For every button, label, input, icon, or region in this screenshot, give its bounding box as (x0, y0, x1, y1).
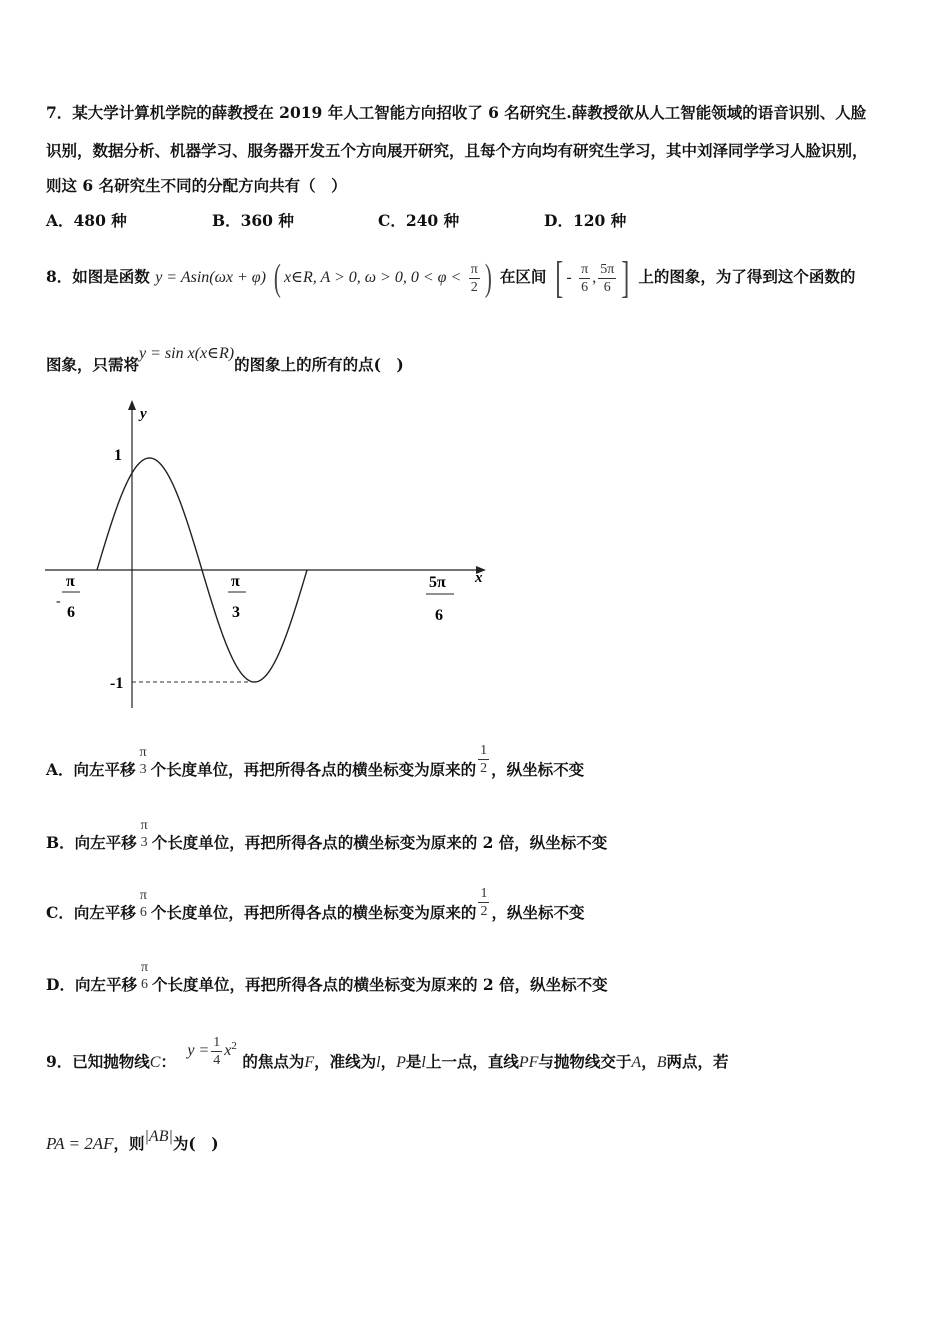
y-axis-label: y (140, 406, 147, 422)
q9-line2-t2: 为( ) (172, 1134, 219, 1153)
q9-t3: ， (380, 1052, 397, 1072)
tick-left (56, 573, 80, 621)
q9-t6: 与抛物线交于 (538, 1052, 632, 1072)
q7-options (46, 211, 626, 231)
q9-line2-t1: ，则 (113, 1134, 145, 1153)
q9-eq-frac (211, 1034, 222, 1069)
q9-eq-num: 1 (213, 1034, 221, 1050)
q8-option-c-num: π (139, 888, 147, 903)
q8-option-b-den: 3 (140, 835, 148, 850)
q7-option-d[interactable]: D．120 种 (544, 211, 627, 230)
q7-line-3: 则这 6 名研究生不同的分配方向共有（ ） (46, 176, 347, 195)
q7-option-c[interactable]: C．240 种 (378, 211, 460, 230)
q7-line-2: 识别，数据分析、机器学习、服务器开发五个方向展开研究，且每个方向均有研究生学习，其中刘泽同学学习人脸识别， (46, 141, 868, 160)
q9-eq-y: y = (187, 1042, 210, 1060)
q8-bracket-open: [ (555, 253, 564, 302)
q8-line2-suffix: 的图象上的所有的点( ) (234, 355, 404, 374)
q8-option-b-num: π (140, 818, 148, 833)
tick-left-den: 6 (67, 604, 75, 621)
q9-prefix: 9．已知抛物线 (46, 1052, 150, 1072)
q8-option-d-shift (139, 959, 150, 993)
q8-option-a-label: A．向左平移 (46, 760, 136, 779)
q8-option-d-mid: 个长度单位，再把所得各点的横坐标变为原来的 2 倍，纵坐标不变 (152, 975, 608, 994)
q8-option-c-den: 6 (139, 905, 147, 920)
q8-option-b[interactable] (46, 815, 607, 859)
q9-equation (187, 1034, 237, 1068)
q9-line2-abs: |AB| (144, 1128, 173, 1145)
y-tick-neg-one: -1 (110, 675, 124, 692)
q8-int-left-sign: - (566, 269, 572, 286)
tick-left-sign: - (56, 594, 61, 609)
x-axis-label: x (475, 570, 483, 586)
q8-cond-den: 2 (470, 279, 478, 295)
q8-option-b-mid: 个长度单位，再把所得各点的横坐标变为原来的 2 倍，纵坐标不变 (151, 833, 608, 852)
tick-left-num: π (66, 573, 75, 590)
q8-option-c-ratio-num: 1 (480, 885, 488, 901)
tick-mid-den: 3 (232, 604, 240, 621)
q9-eq-den: 4 (213, 1052, 221, 1068)
q8-option-b-label: B．向左平移 (46, 833, 137, 852)
q8-function: y = Asin(ωx + φ) (155, 269, 266, 286)
q9-eq-sup: 2 (231, 1040, 237, 1052)
q9-t8: 两点，若 (666, 1052, 729, 1072)
q9-t7: ， (641, 1052, 657, 1072)
q8-option-a-end: ，纵坐标不变 (491, 760, 585, 779)
q8-option-b-shift (139, 817, 150, 851)
q8-line-2 (46, 345, 404, 385)
q8-option-a-ratio (478, 742, 489, 777)
q8-option-a-den: 3 (139, 762, 147, 777)
axes (45, 400, 486, 708)
q8-option-a[interactable] (46, 742, 584, 786)
q8-cond-num: π (470, 261, 478, 277)
y-tick-one: 1 (114, 447, 122, 464)
tick-right (426, 574, 454, 624)
q8-option-d-den: 6 (140, 977, 148, 992)
q9-colon: ： (160, 1052, 176, 1072)
q8-option-a-ratio-num: 1 (480, 742, 488, 758)
q9-eq-x: x (224, 1042, 232, 1060)
q8-int-left-den: 6 (581, 279, 589, 295)
q8-line2-function: y = sin x(x∈R) (139, 345, 235, 362)
q8-option-c-mid: 个长度单位，再把所得各点的横坐标变为原来的 (150, 903, 477, 922)
q9-t1: 的焦点为 (242, 1052, 305, 1072)
q8-condition-fraction (469, 261, 480, 296)
q8-option-c[interactable] (46, 885, 584, 929)
q8-int-left-num: π (581, 261, 589, 277)
q8-mid: 在区间 (499, 267, 547, 286)
q8-option-d[interactable] (46, 957, 608, 1001)
q8-option-a-shift (138, 744, 149, 778)
q9-curve-c: C (149, 1054, 161, 1072)
q9-l: l (376, 1054, 381, 1072)
q8-paren-open: ( (274, 257, 282, 299)
q8-option-c-label: C．向左平移 (46, 903, 136, 922)
q8-prefix: 8．如图是函数 (46, 267, 150, 286)
q8-int-left-fraction (579, 261, 590, 296)
q7-line-1: 7．某大学计算机学院的薛教授在 2019 年人工智能方向招收了 6 名研究生.薛教授欲从人工智能领域的语音识别、人脸 (46, 103, 867, 122)
q8-option-d-label: D．向左平移 (46, 975, 137, 994)
q8-bracket-close: ] (621, 253, 630, 302)
q8-condition: x∈R, A > 0, ω > 0, 0 < φ < (284, 269, 462, 286)
q9-line-1 (46, 1030, 729, 1080)
tick-right-num: 5π (429, 574, 446, 591)
q9-l2: l (421, 1054, 426, 1072)
q8-option-a-ratio-den: 2 (480, 760, 488, 776)
q8-option-c-shift (138, 887, 149, 921)
tick-right-den: 6 (435, 607, 443, 624)
q8-option-a-mid: 个长度单位，再把所得各点的横坐标变为原来的 (150, 760, 477, 779)
q9-line-2 (46, 1124, 219, 1164)
q9-p: P (396, 1054, 406, 1072)
q9-t4: 是 (405, 1052, 422, 1072)
q8-option-c-ratio-den: 2 (480, 903, 488, 919)
q7-option-b[interactable]: B．360 种 (212, 211, 294, 230)
tick-mid-num: π (231, 573, 240, 590)
q8-option-d-num: π (140, 960, 149, 975)
y-axis-arrow (128, 400, 136, 410)
q8-option-a-num: π (139, 745, 147, 760)
q8-line2-prefix: 图象，只需将 (46, 355, 140, 374)
q9-t2: ，准线为 (314, 1052, 377, 1072)
q8-paren-close: ) (484, 257, 492, 299)
q9-pf: PF (518, 1054, 539, 1072)
q8-option-c-ratio (478, 885, 489, 920)
q8-suffix: 上的图象，为了得到这个函数的 (638, 267, 856, 286)
q9-a: A (631, 1054, 642, 1072)
q8-int-right-den: 6 (603, 279, 611, 295)
q8-int-right-fraction (598, 261, 616, 296)
q7-option-a[interactable]: A．480 种 (46, 211, 127, 230)
q9-t5: 上一点，直线 (425, 1052, 519, 1072)
q9-b: B (656, 1054, 667, 1072)
q9-f: F (304, 1054, 315, 1072)
q8-option-c-end: ，纵坐标不变 (491, 903, 585, 922)
tick-mid (228, 573, 246, 621)
q8-int-right-num: 5π (600, 261, 615, 277)
sine-graph (40, 398, 500, 728)
q8-line-1: 8．如图是函数 y = Asin(ωx + φ) ( x∈R, A > 0, ω > 0, 0 < φ < $\frac{\pi}{2}$ ) 在区间 [ - $\frac{\pi}{6}$ , $\frac{5\pi}{6}$ ] 上的图象，为了得到这个函数的 (46, 253, 856, 302)
q9-line2-eq: PA = 2AF (46, 1134, 114, 1153)
